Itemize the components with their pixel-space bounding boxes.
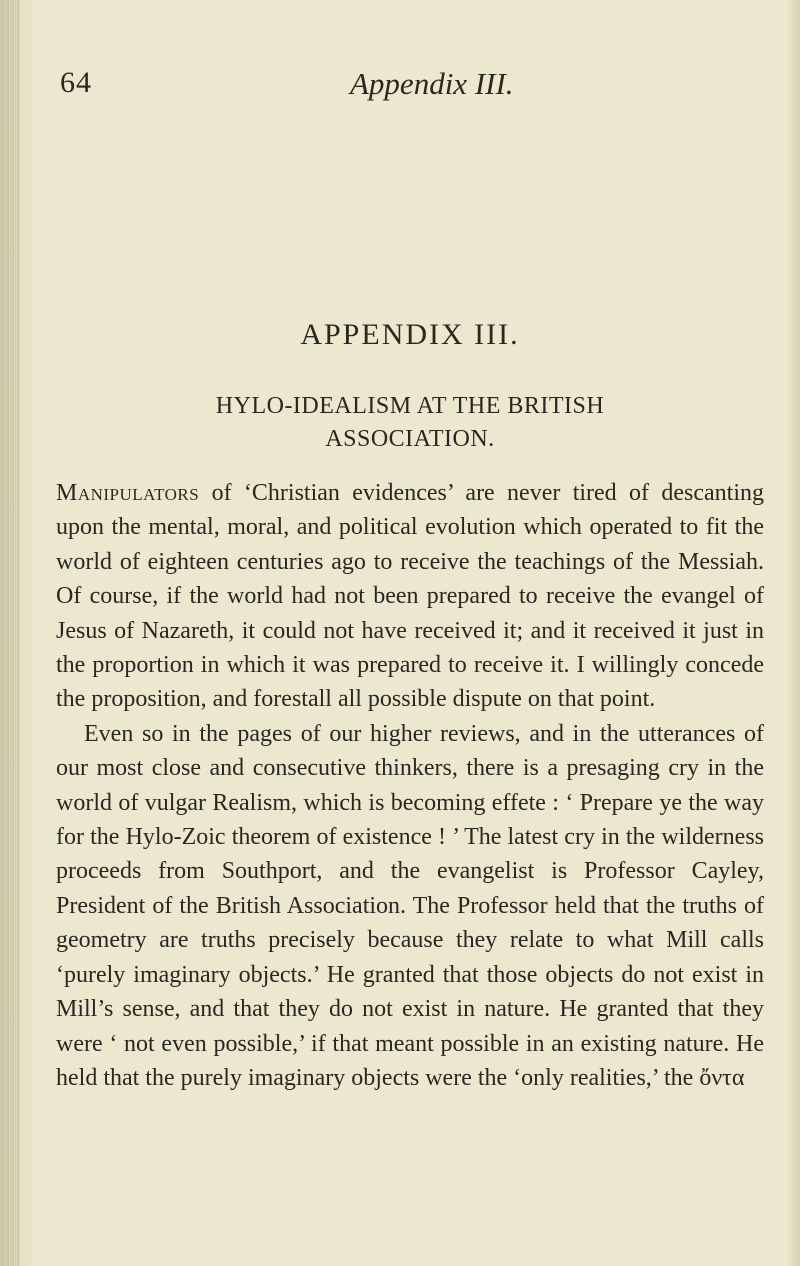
subtitle-line-1: HYLO-IDEALISM AT THE BRITISH — [215, 393, 605, 419]
body-text — [56, 476, 764, 1095]
appendix-title: APPENDIX III. — [300, 318, 520, 351]
page-number: 64 — [60, 66, 92, 99]
paragraph-1 — [56, 476, 764, 717]
paragraph-1-text: of ‘Christian evidences’ are never tired of descanting upon the mental, moral, and political evolution which operated to fit the world of eighteen centuries ago to receive the teachings of the Messiah. Of course, if the world had not been prepared to receive the evangel of Jesus of Nazareth, it could not have received it; and it received it just in the proportion in which it was prepared to receive it. I willingly concede the proposition, and forestall all possible dispute on that point. — [56, 480, 764, 713]
subtitle-line-2: ASSOCIATION. — [325, 426, 495, 452]
chapter-subtitle — [0, 390, 800, 456]
page-binding-edge — [0, 0, 20, 1266]
paragraph-lead-word: Manipulators — [56, 480, 200, 506]
paragraph-2: Even so in the pages of our higher reviews, and in the utterances of our most close and consecutive thinkers, there is a presaging cry in the world of vulgar Realism, which is becoming effete : ‘ Prepare ye the way for the Hylo-Zoic theorem of existence ! ’ The latest cry in the wilderness proceeds from Southport, and the evangelist is Professor Cayley, President of the British Association. The Professor held that the truths of geometry are truths precisely because they relate to what Mill calls ‘purely imaginary objects.’ He granted that those objects do not exist in Mill’s sense, and that they do not exist in nature. He granted that they were ‘ not even possible,’ if that meant possible in an existing nature. He held that the purely imaginary objects were the ‘only realities,’ the ὄντα — [56, 720, 764, 1091]
running-head — [60, 66, 760, 106]
running-title: Appendix III. — [350, 66, 514, 101]
